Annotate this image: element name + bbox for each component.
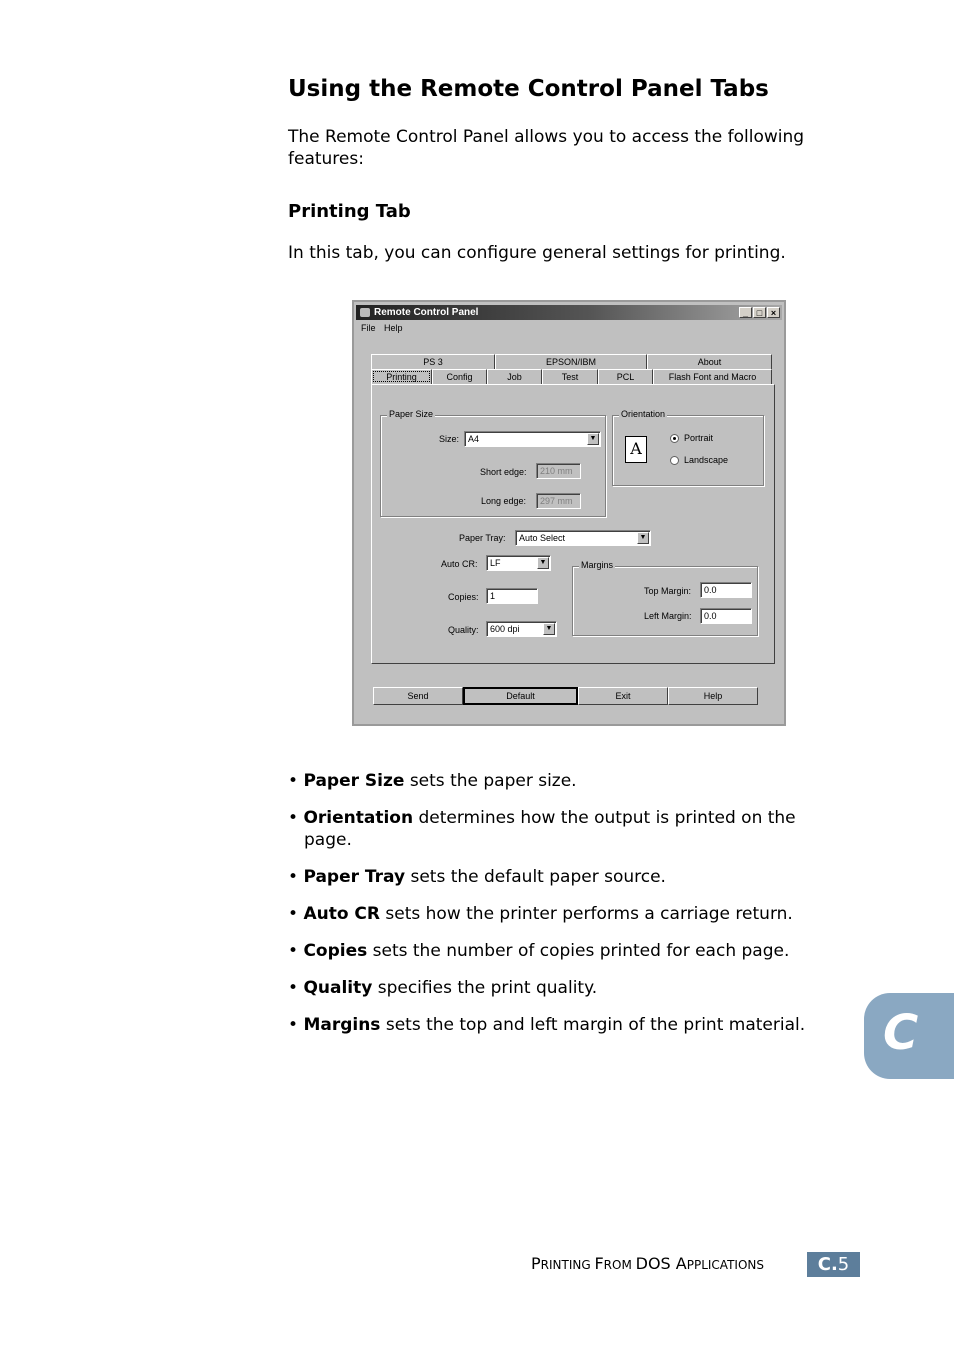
chapter-tab: [864, 993, 954, 1079]
size-value: A4: [468, 434, 480, 444]
bullet-term: Quality: [303, 978, 373, 998]
minimize-icon[interactable]: _: [739, 307, 752, 318]
portrait-label: Portrait: [684, 433, 714, 443]
bullet-term: Paper Size: [303, 771, 405, 791]
quality-label: Quality:: [448, 625, 479, 635]
left-margin-field[interactable]: 0.0: [700, 608, 752, 624]
exit-button[interactable]: Exit: [578, 687, 668, 705]
tab-job[interactable]: Job: [487, 369, 542, 384]
printing-tab-panel: [371, 384, 775, 664]
bullet-term: Copies: [303, 941, 368, 961]
short-edge-label: Short edge:: [480, 467, 527, 477]
size-select[interactable]: [464, 431, 601, 447]
intro-text: The Remote Control Panel allows you to access the following: [288, 127, 805, 147]
landscape-radio[interactable]: [670, 456, 679, 465]
list-item: • Margins sets the top and left margin of the print material.: [288, 1015, 806, 1035]
paper-tray-select[interactable]: [515, 530, 651, 546]
list-item: • Orientation determines how the output is printed on the page.: [288, 808, 796, 850]
tab-pcl[interactable]: PCL: [598, 369, 653, 384]
tab-about[interactable]: About: [647, 354, 772, 369]
long-edge-label: Long edge:: [481, 496, 527, 506]
chapter-letter: C: [883, 1005, 919, 1061]
list-item: • Paper Tray sets the default paper source.: [288, 867, 666, 887]
margins-group: [572, 560, 758, 636]
copies-label: Copies:: [448, 592, 479, 602]
default-button[interactable]: Default: [463, 687, 578, 705]
page-title: Using the Remote Control Panel Tabs: [288, 76, 769, 102]
bullet-text: determines how the output is printed on the page.: [304, 808, 796, 850]
tab-epson-ibm[interactable]: EPSON/IBM: [495, 354, 647, 369]
long-edge-field: 297 mm: [536, 493, 581, 509]
bullet-text: sets the top and left margin of the print material.: [380, 1015, 806, 1035]
remote-control-panel-window: [352, 300, 786, 726]
bullet-text: sets the default paper source.: [405, 867, 666, 887]
paper-size-group-label: Paper Size: [389, 409, 434, 419]
auto-cr-value: LF: [490, 558, 501, 568]
list-item: • Paper Size sets the paper size.: [288, 771, 577, 791]
quality-select[interactable]: [486, 621, 557, 637]
page-number: C.5: [807, 1252, 860, 1277]
bullet-text: specifies the print quality.: [372, 978, 598, 998]
intro-text-cont: features:: [288, 149, 364, 169]
send-button[interactable]: Send: [373, 687, 463, 705]
copies-field[interactable]: 1: [486, 588, 538, 604]
tab-test[interactable]: Test: [542, 369, 598, 384]
margins-group-label: Margins: [581, 560, 614, 570]
chevron-down-icon[interactable]: ▼: [543, 623, 555, 635]
bullet-text: sets the paper size.: [404, 771, 577, 791]
top-margin-field[interactable]: 0.0: [700, 582, 752, 598]
paper-size-group: [380, 409, 606, 517]
orientation-group: [612, 409, 764, 486]
paper-tray-value: Auto Select: [519, 533, 566, 543]
running-footer: PRINTING FROM DOS APPLICATIONS: [531, 1254, 764, 1273]
window-title: Remote Control Panel: [374, 307, 479, 318]
auto-cr-select[interactable]: [486, 555, 551, 571]
bullet-term: Orientation: [303, 808, 414, 828]
portrait-page-icon: A: [625, 436, 647, 463]
bullet-term: Auto CR: [303, 904, 380, 924]
chevron-down-icon[interactable]: ▼: [537, 557, 549, 569]
tab-config[interactable]: Config: [432, 369, 487, 384]
help-button[interactable]: Help: [668, 687, 758, 705]
chevron-down-icon[interactable]: ▼: [637, 532, 649, 544]
orientation-group-label: Orientation: [621, 409, 666, 419]
auto-cr-label: Auto CR:: [441, 559, 478, 569]
section-intro: In this tab, you can configure general settings for printing.: [288, 243, 786, 263]
list-item: • Quality specifies the print quality.: [288, 978, 598, 998]
menu-file[interactable]: File: [361, 323, 376, 333]
tab-flash-font-macro[interactable]: Flash Font and Macro: [653, 369, 772, 384]
paper-tray-label: Paper Tray:: [459, 533, 506, 543]
chevron-down-icon[interactable]: ▼: [587, 433, 599, 445]
bullet-text: sets the number of copies printed for each page.: [367, 941, 790, 961]
quality-value: 600 dpi: [490, 624, 520, 634]
maximize-icon[interactable]: □: [753, 307, 766, 318]
short-edge-field: 210 mm: [536, 463, 581, 479]
portrait-radio[interactable]: [670, 434, 679, 443]
close-icon[interactable]: ×: [767, 307, 780, 318]
app-icon: [360, 308, 370, 317]
bullet-term: Margins: [303, 1015, 381, 1035]
landscape-label: Landscape: [684, 455, 729, 465]
list-item: • Auto CR sets how the printer performs a carriage return.: [288, 904, 793, 924]
tab-ps3[interactable]: PS 3: [371, 354, 495, 369]
bullet-text: sets how the printer performs a carriage return.: [380, 904, 793, 924]
section-heading: Printing Tab: [288, 201, 411, 222]
window-titlebar: [356, 305, 782, 320]
left-margin-label: Left Margin:: [644, 611, 692, 621]
bullet-term: Paper Tray: [303, 867, 406, 887]
tab-printing[interactable]: Printing: [371, 369, 432, 384]
list-item: • Copies sets the number of copies printed for each page.: [288, 941, 790, 961]
size-label: Size:: [439, 434, 460, 444]
top-margin-label: Top Margin:: [644, 586, 692, 596]
menu-help[interactable]: Help: [384, 323, 403, 333]
